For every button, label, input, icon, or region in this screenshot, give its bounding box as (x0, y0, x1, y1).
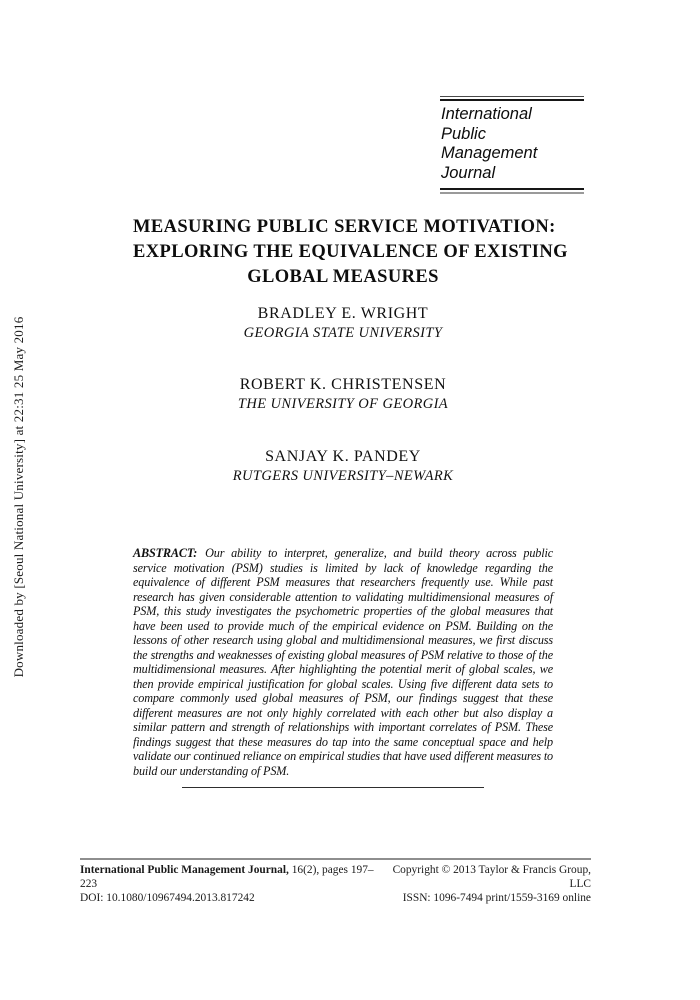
author-affiliation: RUTGERS UNIVERSITY–NEWARK (232, 468, 454, 484)
footer-journal-name: International Public Management Journal, (80, 864, 289, 876)
author-block (133, 303, 553, 343)
footer-doi: DOI: 10.1080/10967494.2013.817242 (80, 892, 255, 905)
abstract-text: Our ability to interpret, generalize, and build theory across public service motivation (PSM) studies is limited by lack of knowledge regarding the equivalence of different PSM measures that researchers frequently use. While past research has given considerable attention to validating multidimensional measures of PSM, this study investigates the psychometric properties of the global measures that have been used to provide much of the empirical evidence on PSM. Building on the lessons of other research using global and multidimensional measures, we first discuss the strengths and weaknesses of existing global measures of PSM relative to those of the multidimensional measures. After highlighting the potential merit of global scales, we then provide empirical justification for global scales. Using five different data sets to compare commonly used global measures of PSM, our findings suggest that these different measures are not only highly correlated with each other but also display a similar pattern and strength of relationships with important correlates of PSM. These findings suggest that these measures do tap into the same conceptual space and help validate our continued reliance on empirical studies that have used different measures to build our understanding of PSM. (133, 546, 553, 778)
footer-issue-info: 16(2), pages 197–223 (80, 864, 374, 891)
masthead-line: Management (441, 144, 538, 162)
author-name: ROBERT K. CHRISTENSEN (239, 376, 447, 393)
footer-rights (378, 863, 591, 906)
author-affiliation: GEORGIA STATE UNIVERSITY (243, 325, 443, 341)
download-watermark: Downloaded by [Seoul National University] at 22:31 25 May 2016 (11, 316, 26, 678)
author-affiliation: THE UNIVERSITY OF GEORGIA (237, 396, 449, 412)
masthead-line: International (441, 105, 532, 123)
article-title-line: EXPLORING THE EQUIVALENCE OF EXISTING (133, 242, 568, 262)
footer-issn: ISSN: 1096-7494 print/1559-3169 online (402, 892, 591, 905)
abstract (133, 546, 553, 778)
footer (80, 858, 591, 906)
footer-citation-line (80, 863, 378, 891)
article-title (133, 215, 568, 290)
footer-copyright: Copyright © 2013 Taylor & Francis Group, LLC (392, 864, 591, 891)
masthead-line: Journal (441, 163, 496, 182)
section-divider (182, 787, 484, 788)
author-name: SANJAY K. PANDEY (265, 448, 421, 465)
article-title-line: GLOBAL MEASURES (247, 267, 439, 287)
masthead-line: Public (441, 124, 486, 143)
abstract-label: ABSTRACT: (133, 546, 198, 560)
article-content (133, 0, 568, 788)
author-block (133, 446, 553, 486)
author-name: BRADLEY E. WRIGHT (257, 305, 429, 322)
footer-citation (80, 863, 378, 906)
article-title-line: MEASURING PUBLIC SERVICE MOTIVATION: (133, 217, 556, 237)
author-block (133, 374, 553, 414)
